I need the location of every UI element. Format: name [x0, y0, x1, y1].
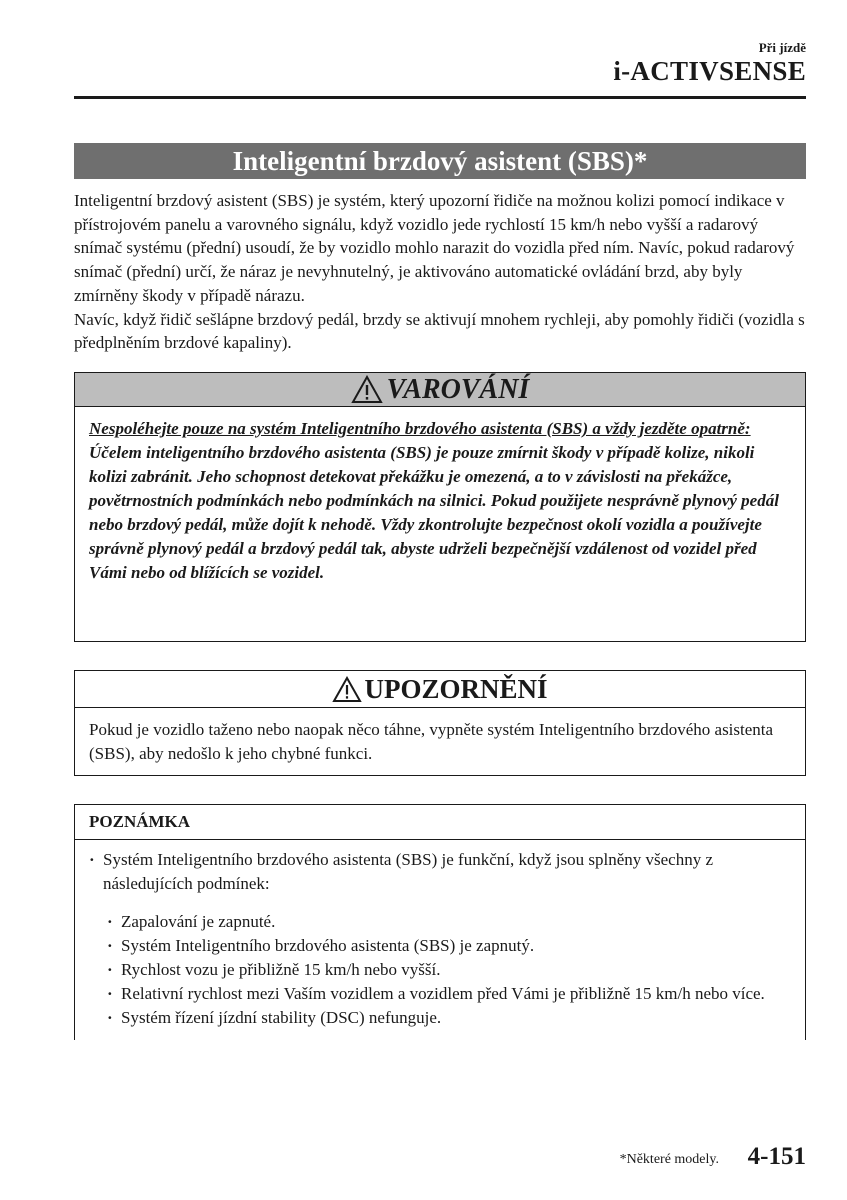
caution-title: UPOZORNĚNÍ	[364, 673, 548, 704]
note-title: POZNÁMKA	[75, 804, 805, 840]
warning-box	[74, 372, 806, 642]
list-item-text: Zapalování je zapnuté.	[121, 912, 276, 931]
warning-heading: Nespoléhejte pouze na systém Inteligentního brzdového asistenta (SBS) a vždy jezděte opatrně:	[89, 419, 751, 438]
note-condition-list	[89, 910, 795, 1030]
list-item-text: Relativní rychlost mezi Vaším vozidlem a vozidlem před Vámi je přibližně 15 km/h nebo více.	[121, 984, 765, 1003]
intro-paragraph-1: Inteligentní brzdový asistent (SBS) je systém, který upozorní řidiče na možnou kolizi pomocí indikace v přístrojovém panelu a varovného signálu, když vozidlo jede rychlostí 15 km/h nebo vyšší a radarový snímač systému (přední) usoudí, že by vozidlo mohlo narazit do vozidla před ním. Navíc, pokud radarový snímač (přední) určí, že náraz je nevyhnutelný, je aktivováno automatické ovládání brzd, aby byly zmírněny škody v případě nárazu.	[74, 191, 795, 305]
warning-triangle-icon	[351, 375, 383, 404]
header-chapter-title: i-ACTIVSENSE	[613, 56, 806, 86]
bullet: ·	[107, 984, 113, 1003]
list-item-text: Systém řízení jízdní stability (DSC) nefunguje.	[121, 1008, 442, 1027]
page-number: 4-151	[747, 1143, 806, 1170]
note-main-text: Systém Inteligentního brzdového asistenta (SBS) je funkční, když jsou splněny všechny z následujících podmínek:	[103, 850, 714, 893]
warning-title: VAROVÁNÍ	[386, 373, 530, 405]
footnote: *Některé modely.	[619, 1152, 719, 1167]
header-subsection: Při jízdě	[758, 40, 806, 55]
warning-text: Účelem inteligentního brzdového asistenta (SBS) je pouze zmírnit škody v případě kolize, nikoli kolizi zabránit. Jeho schopnost detekovat překážku je omezená, a to v závislosti na překážce, povětrnostních podmínkách nebo podmínkách na silnici. Pokud použijete nesprávně plynový pedál nebo brzdový pedál, může dojít k nehodě. Vždy zkontrolujte bezpečnost okolí vozidla a používejte správně plynový pedál a brzdový pedál tak, abyste udrželi bezpečnější vzdálenost od vozidel před Vámi nebo od blížících se vozidel.	[89, 443, 779, 582]
bullet: ·	[89, 850, 95, 869]
list-item	[107, 934, 795, 958]
warning-triangle-icon	[332, 676, 362, 703]
warning-body	[75, 407, 805, 585]
note-body	[75, 840, 805, 1030]
note-box	[74, 804, 806, 1040]
header-rule	[74, 96, 806, 99]
list-item	[107, 982, 795, 1006]
list-item-text: Systém Inteligentního brzdového asistenta (SBS) je zapnutý.	[121, 936, 535, 955]
section-title: Inteligentní brzdový asistent (SBS)*	[74, 143, 806, 179]
caution-header	[75, 671, 805, 708]
bullet: ·	[107, 960, 113, 979]
caution-box	[74, 670, 806, 776]
intro-text	[74, 189, 810, 355]
intro-paragraph-2: Navíc, když řidič sešlápne brzdový pedál, brzdy se aktivují mnohem rychleji, aby pomohly řidiči (vozidla s předplněním brzdové kapaliny).	[74, 309, 805, 353]
caution-body	[75, 708, 805, 766]
list-item	[107, 1006, 795, 1030]
caution-text: Pokud je vozidlo taženo nebo naopak něco táhne, vypněte systém Inteligentního brzdového asistenta (SBS), aby nedošlo k jeho chybné funkci.	[89, 720, 774, 763]
bullet: ·	[107, 912, 113, 931]
bullet: ·	[107, 1008, 113, 1027]
note-main-item	[89, 848, 795, 896]
warning-header	[75, 373, 805, 407]
list-item	[107, 958, 795, 982]
list-item	[107, 910, 795, 934]
bullet: ·	[107, 936, 113, 955]
list-item-text: Rychlost vozu je přibližně 15 km/h nebo vyšší.	[121, 960, 441, 979]
